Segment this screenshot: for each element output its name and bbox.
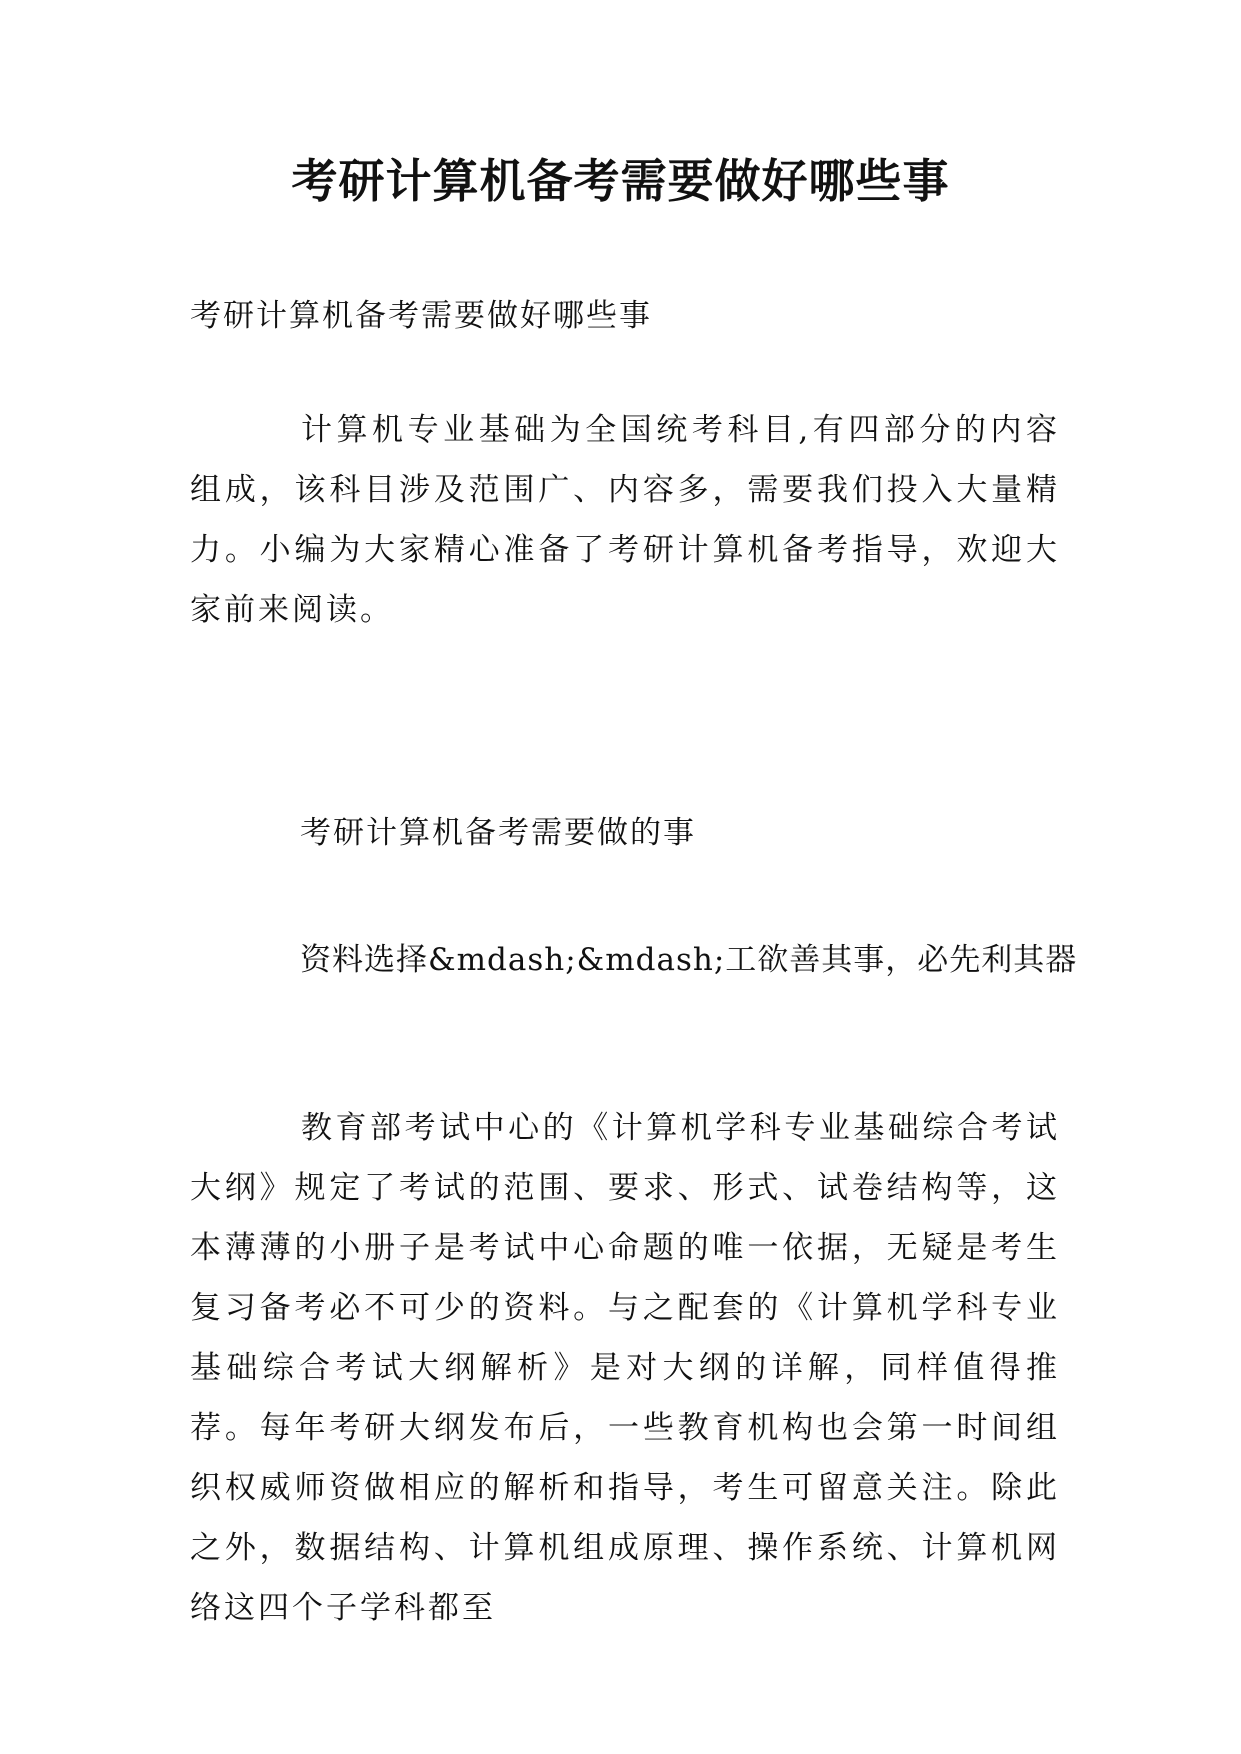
resource-selection-line: 资料选择&mdash;&mdash;工欲善其事，必先利其器 [300,942,1078,978]
intro-paragraph: 计算机专业基础为全国统考科目,有四部分的内容组成，该科目涉及范围广、内容多，需要我们投入大量精力。小编为大家精心准备了考研计算机备考指导，欢迎大家前来阅读。 [190,412,1060,628]
section-heading: 考研计算机备考需要做的事 [300,815,696,851]
document-title: 考研计算机备考需要做好哪些事 [291,154,950,208]
document-subtitle: 考研计算机备考需要做好哪些事 [190,298,652,334]
body-paragraph: 教育部考试中心的《计算机学科专业基础综合考试大纲》规定了考试的范围、要求、形式、试卷结构等，这本薄薄的小册子是考试中心命题的唯一依据，无疑是考生复习备考必不可少的资料。与之配套的《计算机学科专业基础综合考试大纲解析》是对大纲的详解，同样值得推荐。每年考研大纲发布后，一些教育机构也会第一时间组织权威师资做相应的解析和指导，考生可留意关注。除此之外，数据结构、计算机组成原理、操作系统、计算机网络这四个子学科都至 [190,1110,1060,1626]
